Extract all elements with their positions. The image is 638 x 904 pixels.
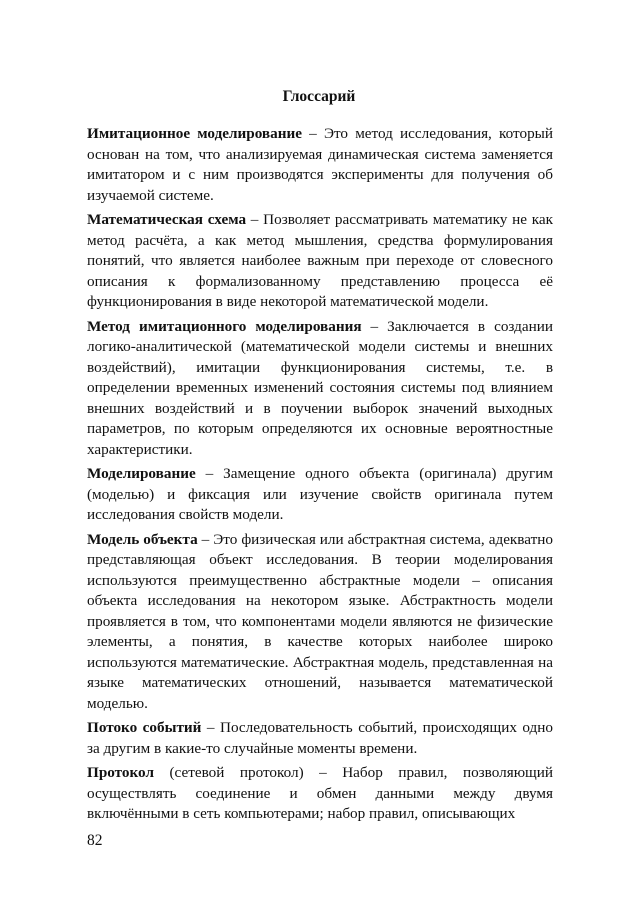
entry-term: Модель объекта (87, 530, 198, 548)
entry-term: Потоко событий (87, 719, 202, 736)
entry-definition: – Замещение одного объекта (оригинала) другим (моделью) и фиксация или изучение свойств оригинала путем исследования свойств модели. (87, 465, 553, 523)
entry-definition: – Позволяет рассматривать математику не как метод расчёта, а как метод мышления, средства формулирования понятий, что является наиболее важным при переходе от словесного описания к формализованному представлению процесса её функционирования в виде некоторой математической модели. (87, 211, 553, 310)
glossary-entry (87, 124, 553, 206)
glossary-entry (87, 464, 553, 526)
glossary-entry (87, 763, 553, 825)
entry-definition: – Заключается в создании логико-аналитической (математической модели системы и внешних воздействий), имитации функционирования системы, т.е. в определении временных изменений состояния системы под влиянием внешних воздействий и в поучении выборок значений выходных параметров, по которым определяются их основные вероятностные характеристики. (87, 317, 553, 458)
entry-term: Математическая схема (87, 211, 247, 228)
glossary-entry (87, 530, 553, 715)
entry-definition: – Это метод исследования, который основан на том, что анализируемая динамическая система заменяется имитатором и с ним производятся эксперименты для получения об изучаемой системе. (87, 125, 553, 204)
glossary-entry (87, 718, 553, 759)
entry-definition: – Последовательность событий, происходящих одно за другим в какие-то случайные моменты времени. (87, 719, 553, 757)
glossary-entry (87, 210, 553, 313)
entry-term: Моделирование (87, 465, 196, 482)
entry-definition: – Это физическая или абстрактная система, адекватно представляющая объект исследования. В теории моделирования используются преимущественно абстрактные модели – описания объекта исследования на некотором языке. Абстрактность модели проявляется в том, что компонентами модели являются не физические элементы, а понятия, в качестве которых наиболее широко используются математические. Абстрактная модель, представленная на языке математических отношений, называется математической моделью. (87, 530, 553, 712)
page-title: Глоссарий (282, 88, 356, 105)
entry-definition: (сетевой протокол) – Набор правил, позволяющий осуществлять соединение и обмен данными между двумя включёнными в сеть компьютерами; набор правил, описывающих (87, 764, 553, 822)
entry-term: Протокол (87, 764, 154, 781)
entry-term: Имитационное моделирование (87, 125, 302, 142)
glossary (87, 124, 553, 829)
entry-term: Метод имитационного моделирования (87, 317, 362, 335)
glossary-entry (87, 317, 553, 461)
page-number: 82 (87, 832, 103, 849)
